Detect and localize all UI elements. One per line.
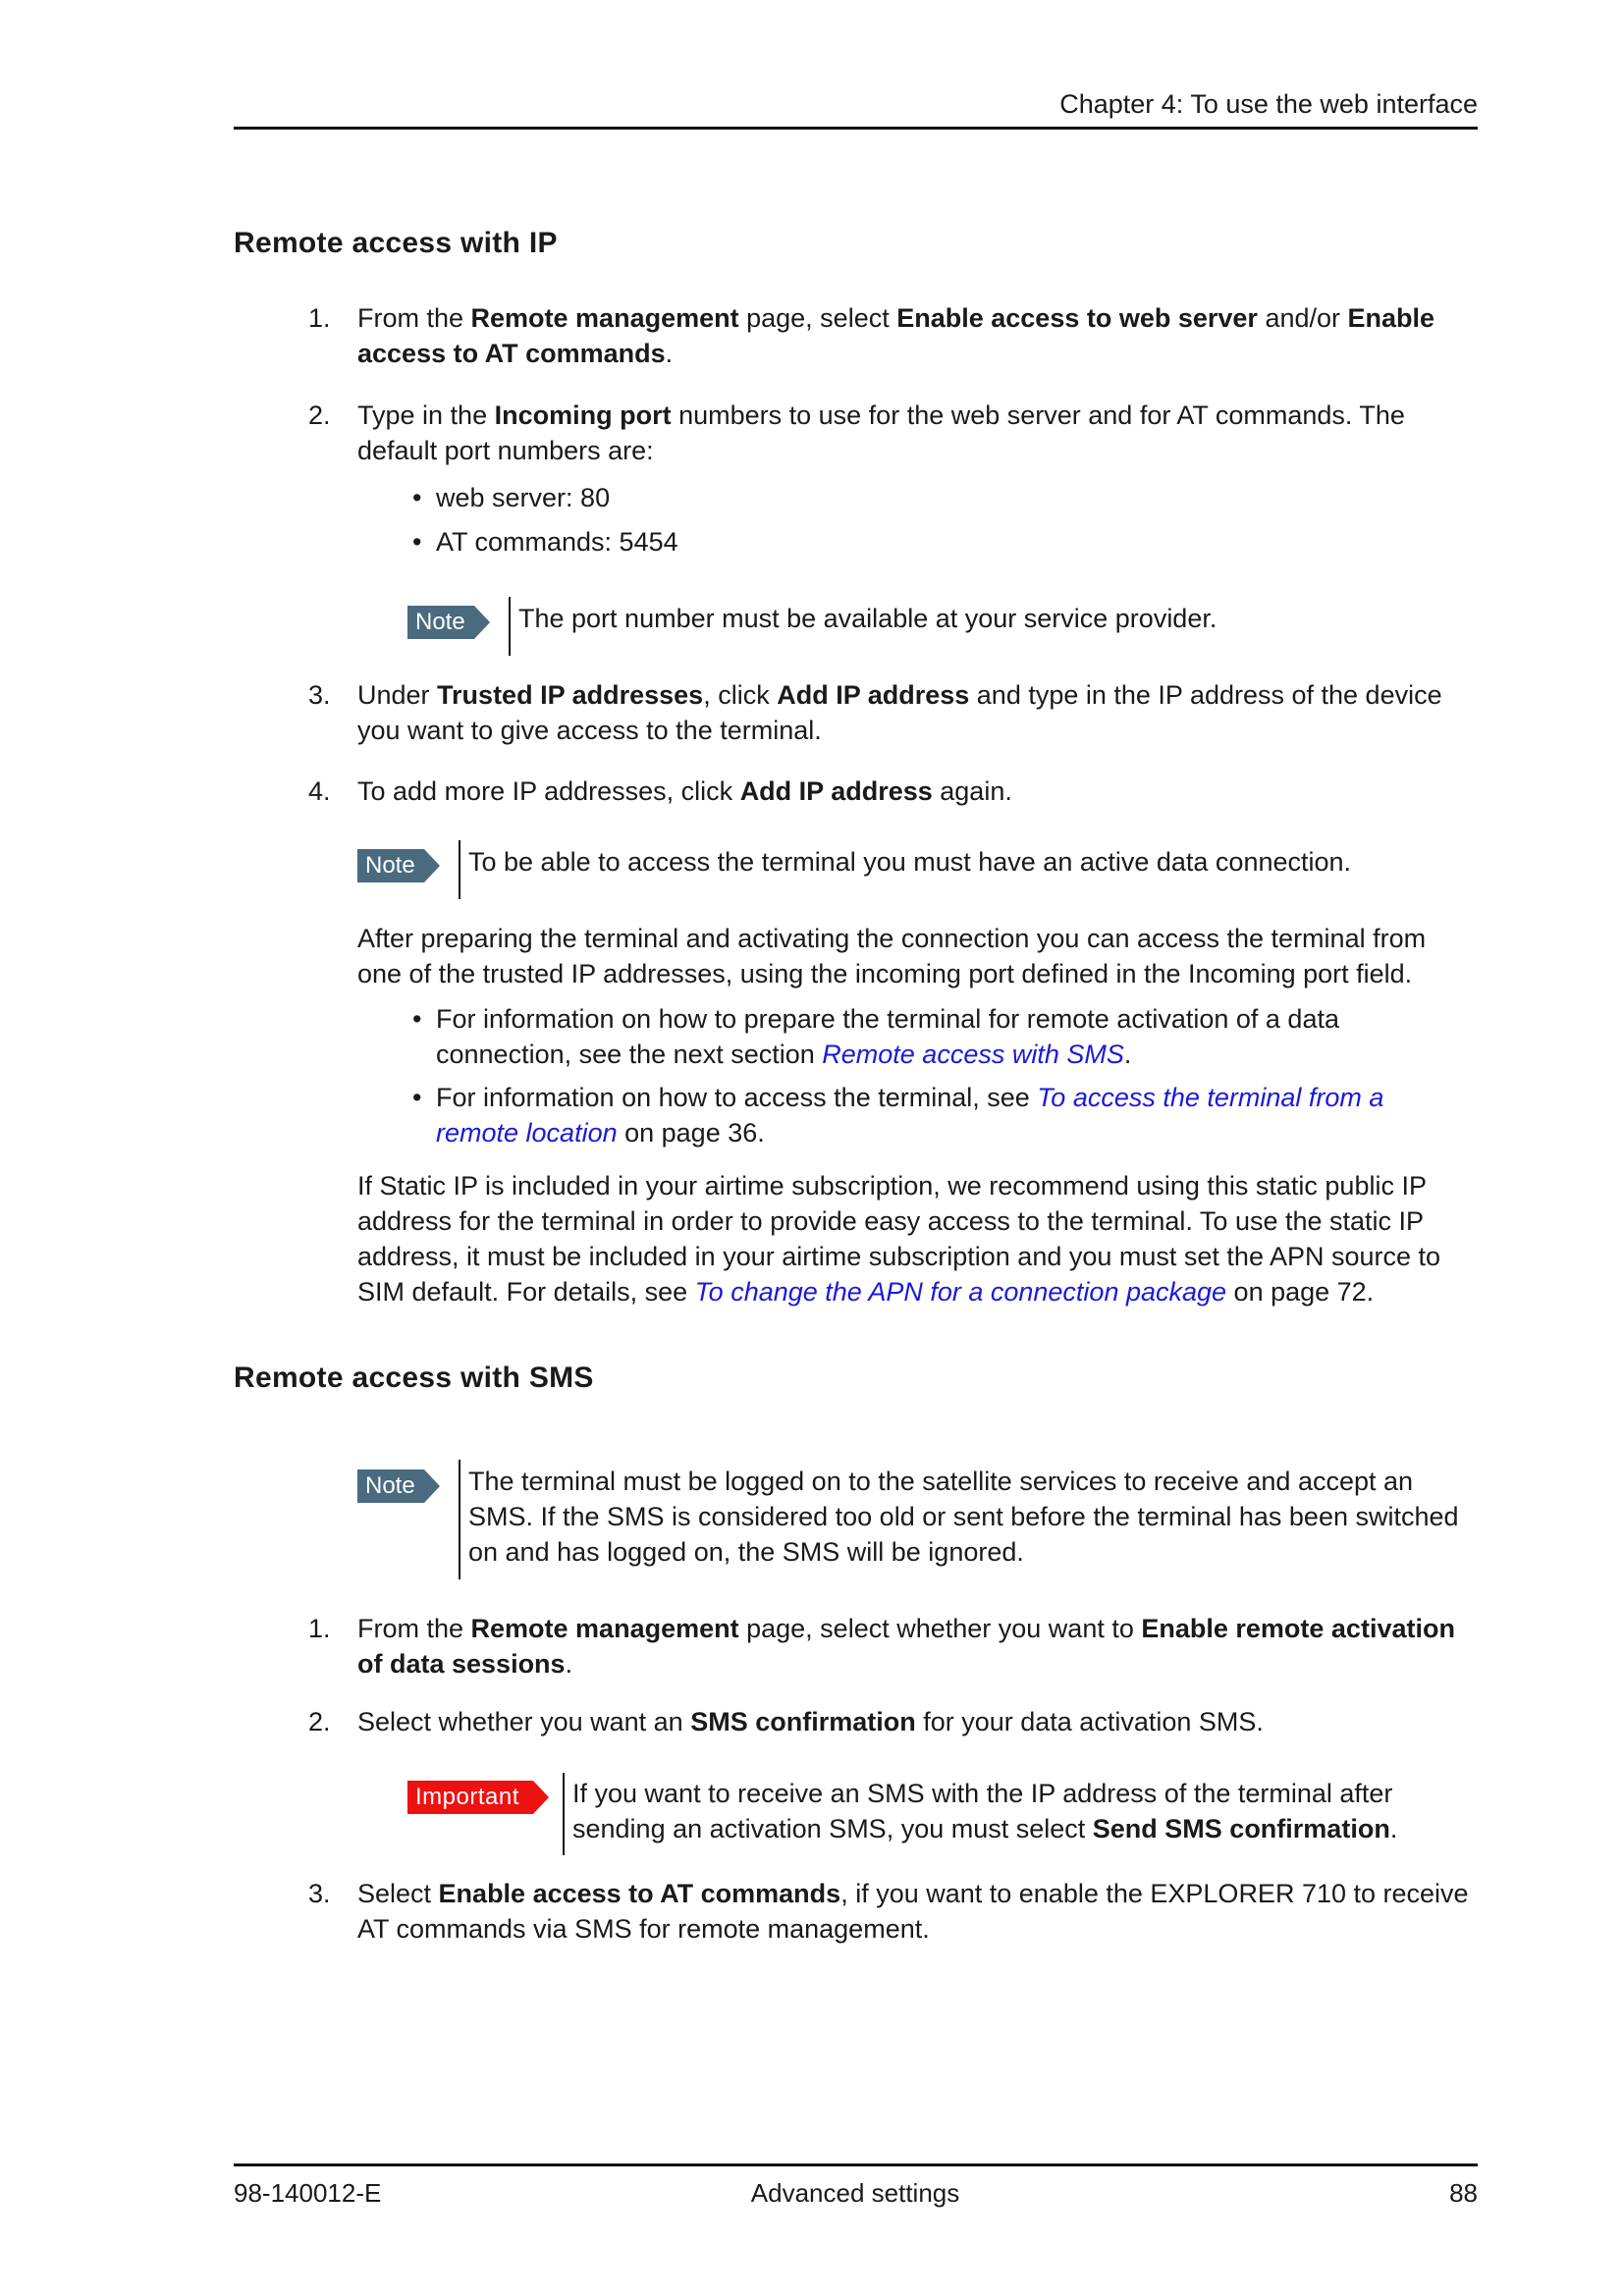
footer-section: Advanced settings (750, 2178, 960, 2208)
list-item: • web server: 80 (412, 483, 611, 512)
step-number: 1. (308, 303, 331, 333)
step-number: 3. (308, 1879, 331, 1908)
list-item: • For information on how to prepare the terminal for remote activation of a data connection, see the next section Remote access with SMS. (412, 1004, 1339, 1069)
important-label: Important (407, 1781, 533, 1814)
header-rule (234, 127, 1478, 130)
step-number: 4. (308, 776, 331, 806)
note-bar (459, 840, 460, 899)
chapter-header: Chapter 4: To use the web interface (1059, 89, 1478, 119)
step-number: 2. (308, 1707, 331, 1736)
footer-rule (234, 2163, 1478, 2166)
ip-step-1: 1. From the Remote management page, select Enable access to web server and/or Enable access to AT commands. (357, 300, 1477, 371)
note-text: The terminal must be logged on to the satellite services to receive and accept an SMS. If the SMS is considered too old or sent before the terminal has been switched on and has logged on, the SMS will be ignored. (468, 1467, 1459, 1567)
sms-step-2: 2. Select whether you want an SMS confirmation for your data activation SMS. (357, 1704, 1477, 1739)
sms-step-3: 3. Select Enable access to AT commands, if you want to enable the EXPLORER 710 to receive AT commands via SMS for remote management. (357, 1876, 1477, 1947)
step-number: 1. (308, 1614, 331, 1643)
note-arrow-icon (424, 849, 440, 882)
step-number: 2. (308, 400, 331, 430)
footer-page-number: 88 (1449, 2178, 1478, 2208)
important-arrow-icon (533, 1781, 549, 1814)
list-item: • For information on how to access the terminal, see To access the terminal from a remote location on page 36. (412, 1083, 1384, 1148)
section-title-ip: Remote access with IP (234, 227, 558, 259)
section-title-sms: Remote access with SMS (234, 1362, 594, 1394)
ip-step-3: 3. Under Trusted IP addresses, click Add IP address and type in the IP address of the device you want to give access to the terminal. (357, 677, 1477, 748)
note-bar (509, 597, 511, 656)
footer-doc-id: 98-140012-E (234, 2178, 382, 2208)
important-bar (563, 1773, 565, 1855)
step-number: 3. (308, 680, 331, 710)
ip-step-2: 2. Type in the Incoming port numbers to use for the web server and for AT commands. The default port numbers are: (357, 398, 1477, 468)
link-remote-access-sms[interactable]: Remote access with SMS (822, 1040, 1124, 1069)
note-arrow-icon (474, 606, 490, 639)
note-text: The port number must be available at your service provider. (518, 604, 1217, 633)
note-label: Note (357, 1469, 424, 1503)
paragraph: If Static IP is included in your airtime subscription, we recommend using this static public IP address for the terminal in order to provide easy access to the terminal. To use the static IP address, it must be included in your airtime subscription and you must set the APN source to SIM default. For details, see To change the APN for a connection package on page 72. (357, 1171, 1441, 1307)
link-remote-location[interactable]: To access the terminal from a remote location (436, 1083, 1384, 1148)
note-text: To be able to access the terminal you must have an active data connection. (468, 847, 1352, 877)
important-text: If you want to receive an SMS with the IP address of the terminal after sending an activation SMS, you must select Send SMS confirmation. (572, 1779, 1398, 1843)
sms-step-1: 1. From the Remote management page, select whether you want to Enable remote activation of data sessions. (357, 1611, 1477, 1682)
paragraph: After preparing the terminal and activating the connection you can access the terminal from one of the trusted IP addresses, using the incoming port defined in the Incoming port field. (357, 924, 1427, 988)
list-item: • AT commands: 5454 (412, 527, 678, 557)
note-label: Note (407, 606, 474, 639)
ip-step-4: 4. To add more IP addresses, click Add IP address again. (357, 774, 1477, 809)
note-arrow-icon (424, 1469, 440, 1503)
link-change-apn[interactable]: To change the APN for a connection package (694, 1277, 1227, 1307)
note-label: Note (357, 849, 424, 882)
note-bar (459, 1460, 460, 1579)
